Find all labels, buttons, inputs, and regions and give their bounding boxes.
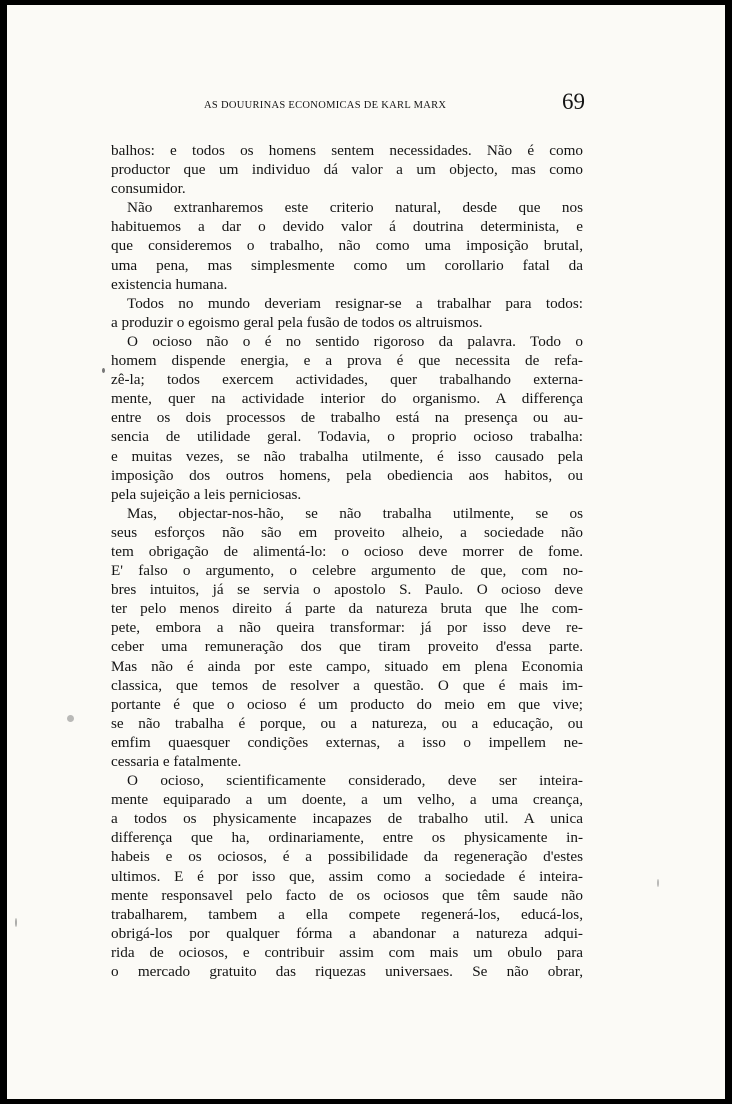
paragraph — [111, 771, 583, 981]
text-line: Todos no mundo deveriam resignar-se a trabalhar para todos: — [127, 294, 583, 312]
text-line: bres intuitos, já se servia o apostolo S. Paulo. O ocioso deve — [111, 581, 583, 599]
paragraph — [111, 332, 583, 504]
text-line: trabalharem, tambem a ella compete regenerá-los, educá-los, — [111, 905, 583, 923]
text-line: rida de ociosos, e contribuir assim com mais um obulo para — [111, 943, 583, 961]
text-line: e muitas vezes, se não trabalha utilmente, é isso causado pela — [111, 447, 583, 465]
paragraph — [111, 294, 583, 332]
text-line: pete, embora a não queira transformar: já por isso deve re- — [111, 619, 583, 637]
text-line: zê-la; todos exercem actividades, quer trabalhando externa- — [111, 371, 583, 389]
paragraph — [111, 504, 583, 771]
text-line: imposição dos outros homens, pela obediencia aos habitos, ou — [111, 466, 583, 484]
text-line: emfim quaesquer condições externas, a isso o impellem ne- — [111, 733, 583, 751]
page-number: 69 — [562, 89, 585, 114]
text-line: homem dispende energia, e a prova é que necessita de refa- — [111, 352, 583, 370]
speck — [67, 715, 74, 722]
text-line: seus esforços não são em proveito alheio, a sociedade não — [111, 523, 583, 541]
text-line: consumidor. — [111, 180, 186, 198]
paragraph — [111, 141, 583, 198]
text-line: mente equiparado a um doente, a um velho, a uma creança, — [111, 791, 583, 809]
text-line: o mercado gratuito das riquezas universaes. Se não obrar, — [111, 963, 583, 981]
text-line: que consideremos o trabalho, não como uma imposição brutal, — [111, 237, 583, 255]
text-line: mente, quer na actividade interior do organismo. A differença — [111, 390, 583, 408]
text-line: O ocioso, scientificamente considerado, deve ser inteira- — [127, 772, 583, 790]
text-line: entre os dois processos de trabalho está na presença ou au- — [111, 409, 583, 427]
text-line: se não trabalha é porque, ou a natureza, ou a educação, ou — [111, 714, 583, 732]
text-line: cessaria e fatalmente. — [111, 753, 242, 770]
speck — [657, 879, 659, 887]
book-page — [7, 5, 725, 1099]
speck — [102, 368, 105, 373]
body-text — [111, 141, 583, 981]
text-line: uma pena, mas simplesmente como um corollario fatal da — [111, 256, 583, 274]
text-line: sencia de utilidade geral. Todavia, o proprio ocioso trabalha: — [111, 428, 583, 446]
text-line: ceber uma remuneração dos que tiram proveito d'essa parte. — [111, 638, 583, 656]
text-line: habituemos a dar o devido valor á doutrina determinista, e — [111, 218, 583, 236]
text-line: a todos os physicamente incapazes de trabalho util. A unica — [111, 810, 583, 828]
text-line: pela sujeição a leis perniciosas. — [111, 485, 302, 503]
text-line: differença que ha, ordinariamente, entre os physicamente in- — [111, 829, 583, 847]
text-line: tem obrigação de alimentá-lo: o ocioso deve morrer de fome. — [111, 542, 583, 560]
text-line: classica, que temos de resolver a questão. O que é mais im- — [111, 676, 583, 694]
text-line: mente responsavel pelo facto de os ociosos que têm saude não — [111, 886, 583, 904]
text-line: O ocioso não o é no sentido rigoroso da palavra. Todo o — [127, 332, 583, 350]
text-line: a produzir o egoismo geral pela fusão de todos os altruismos. — [111, 313, 483, 331]
text-line: Mas, objectar-nos-hão, se não trabalha utilmente, se os — [127, 504, 583, 522]
text-line: ter pelo menos direito á parte da natureza bruta que lhe com- — [111, 600, 583, 618]
text-line: portante é que o ocioso é um producto do meio em que vive; — [111, 695, 583, 713]
text-line: ultimos. E é por isso que, assim como a sociedade é inteira- — [111, 867, 583, 885]
text-line: Mas não é ainda por este campo, situado em plena Economia — [111, 657, 583, 675]
text-line: E' falso o argumento, o celebre argumento de que, com no- — [111, 562, 583, 580]
paragraph — [111, 198, 583, 293]
text-line: productor que um individuo dá valor a um objecto, mas como — [111, 161, 583, 179]
text-line: obrigá-los por qualquer fórma a abandonar a natureza adqui- — [111, 924, 583, 942]
speck — [15, 918, 17, 927]
text-line: existencia humana. — [111, 275, 228, 293]
text-line: balhos: e todos os homens sentem necessidades. Não é como — [111, 142, 583, 159]
running-header: AS DOUURINAS ECONOMICAS DE KARL MARX — [204, 100, 447, 111]
text-line: Não extranharemos este criterio natural, desde que nos — [127, 199, 583, 217]
text-line: habeis e os ociosos, é a possibilidade da regeneração d'estes — [111, 848, 583, 866]
